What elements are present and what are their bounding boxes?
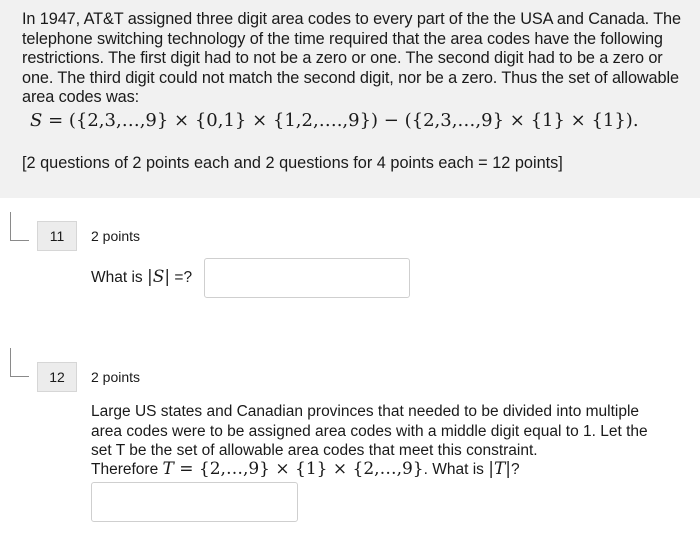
intro-paragraph: In 1947, AT&T assigned three digit area codes to every part of the the USA and Canada. The telephone switching technology of the time required that the area codes have the following restrictions. The first digit had to not be a zero or one. The second digit had to be a zero or one. The third digit could not match the second digit, nor be a zero. Thus the set of allowable area codes was:: [22, 10, 681, 107]
question-12-marker: [10, 348, 29, 377]
question-11-prompt-before: What is: [91, 269, 147, 286]
question-12-number: 12: [37, 362, 77, 392]
set-s-formula: [30, 110, 639, 131]
question-11-prompt-math: |S|: [146, 267, 171, 287]
question-11-marker: [10, 212, 29, 241]
question-11-prompt: [91, 268, 192, 288]
points-summary: [2 questions of 2 points each and 2 questions for 4 points each = 12 points]: [22, 154, 563, 172]
question-12-text: Large US states and Canadian provinces that needed to be divided into multiple area codes were to be assigned area codes with a middle digit equal to 1. Let the set T be the set of allowable area codes that meet this constraint.: [91, 403, 648, 459]
formula-body: = ({2,3,…,9} × {0,1} × {1,2,….,9}) − ({2,3,…,9} × {1} × {1}).: [42, 110, 639, 131]
question-12-question-label: . What is: [423, 461, 489, 478]
question-11-points: 2 points: [91, 228, 141, 244]
question-12-therefore-variable: T: [162, 459, 174, 479]
question-12-therefore-math: = {2,…,9} × {1} × {2,…,9}: [173, 459, 424, 479]
formula-variable: S: [30, 110, 43, 131]
question-12-answer-input[interactable]: [91, 482, 298, 522]
question-11-prompt-after: =?: [170, 269, 193, 286]
question-12-therefore-label: Therefore: [91, 461, 163, 478]
problem-intro: [0, 0, 700, 198]
question-12-question-end: ?: [511, 461, 520, 478]
question-11-answer-input[interactable]: [204, 258, 410, 298]
question-12-question-math: |T|: [488, 459, 512, 479]
question-12-therefore-line: [91, 460, 520, 480]
question-11-number: 11: [37, 221, 77, 251]
question-12-points: 2 points: [91, 369, 141, 385]
